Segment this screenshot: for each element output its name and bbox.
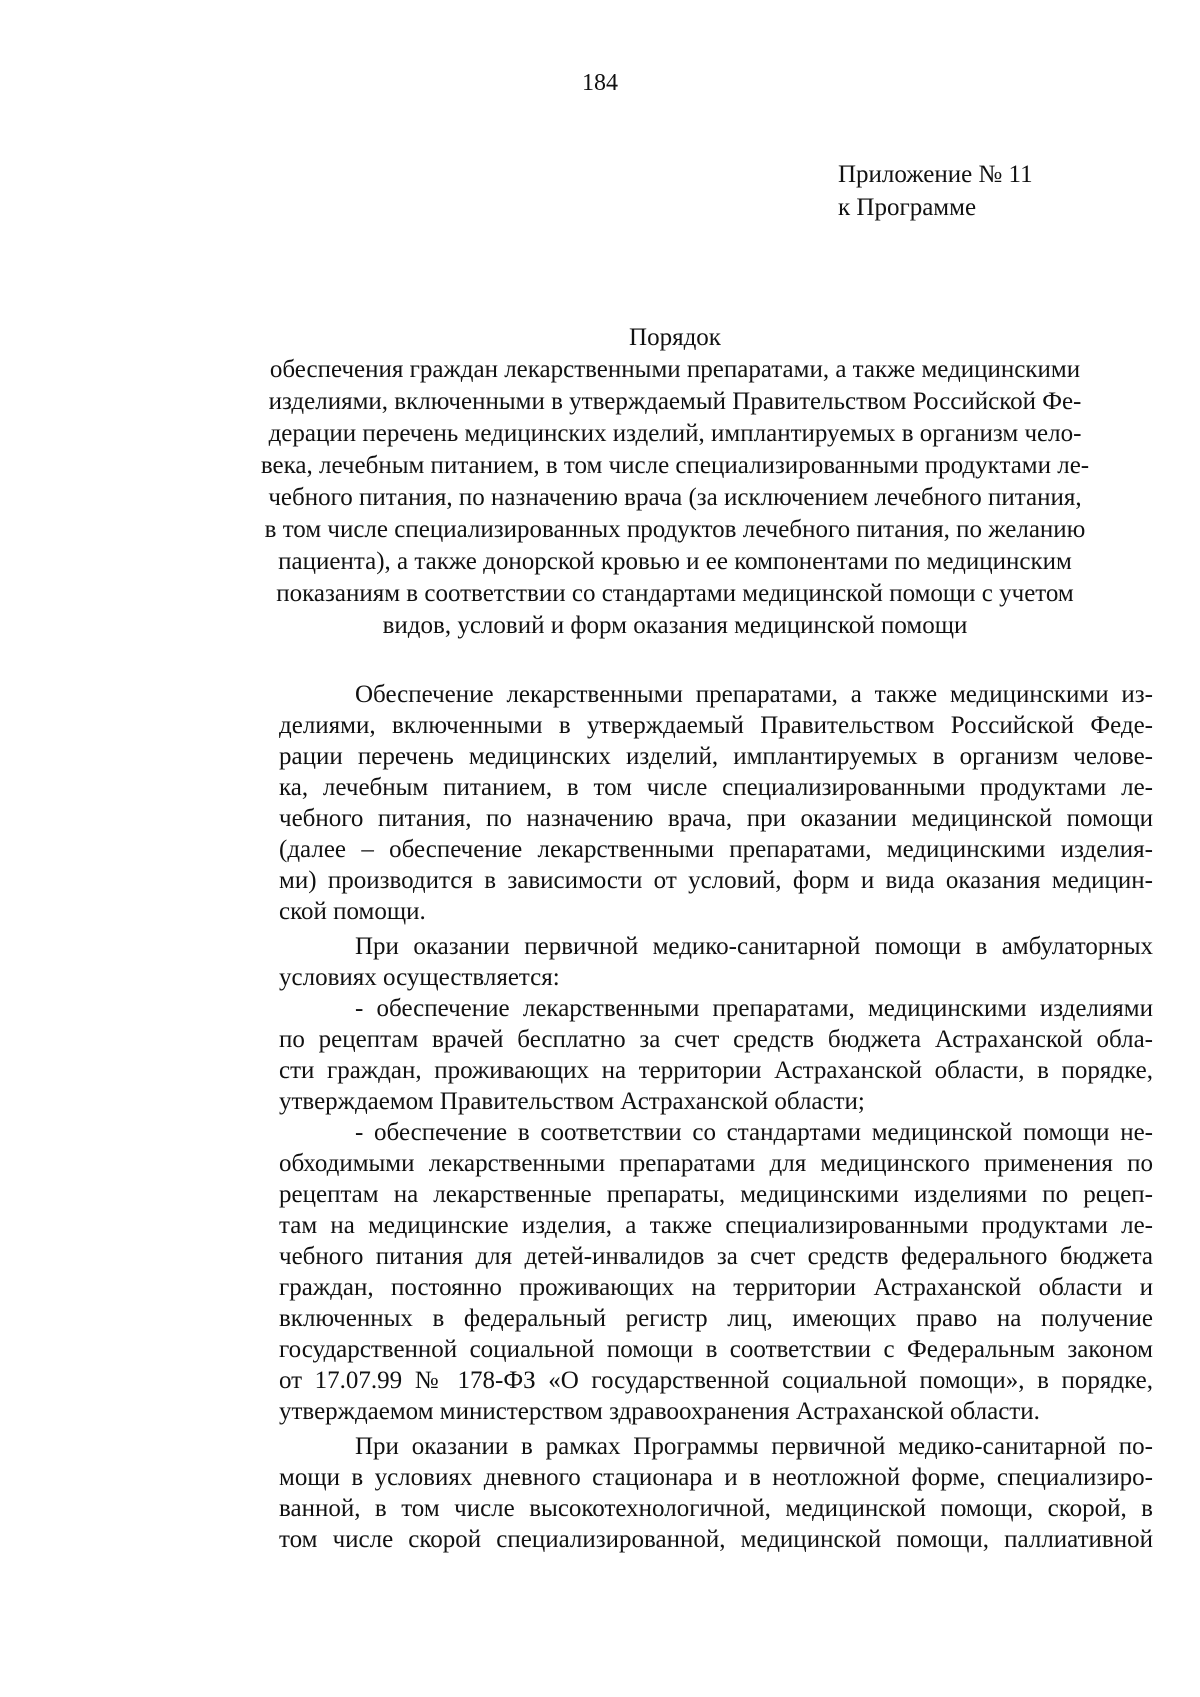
text-line: граждан, постоянно проживающих на территории Астраханской области и — [279, 1274, 1153, 1301]
text-line: ванной, в том числе высокотехнологичной, медицинской помощи, скорой, в — [279, 1495, 1153, 1522]
title-line: дерации перечень медицинских изделий, имплантируемых в организм чело- — [268, 420, 1082, 447]
title-line: в том числе специализированных продуктов лечебного питания, по желанию — [264, 516, 1086, 543]
text-line: - обеспечение лекарственными препаратами, медицинскими изделиями — [355, 995, 1153, 1022]
text-line: чебного питания, по назначению врача, при оказании медицинской помощи — [279, 805, 1153, 832]
text-line: При оказании первичной медико-санитарной помощи в амбулаторных — [355, 933, 1153, 960]
page-number: 184 — [582, 70, 618, 96]
title-line: чебного питания, по назначению врача (за исключением лечебного питания, — [268, 484, 1082, 511]
appendix-number: Приложение № 11 — [838, 161, 1033, 188]
text-line: ка, лечебным питанием, в том числе специализированными продуктами ле- — [279, 774, 1153, 801]
text-line: утверждаемом Правительством Астраханской области; — [279, 1088, 865, 1115]
text-line: мощи в условиях дневного стационара и в неотложной форме, специализиро- — [279, 1464, 1153, 1491]
text-line: рации перечень медицинских изделий, имплантируемых в организм челове- — [279, 743, 1153, 770]
text-line: Обеспечение лекарственными препаратами, а также медицинскими из- — [355, 681, 1153, 708]
text-line: ми) производится в зависимости от условий, форм и вида оказания медицин- — [279, 867, 1153, 894]
text-line: государственной социальной помощи в соответствии с Федеральным законом — [279, 1336, 1153, 1363]
paragraph-outpatient — [203, 931, 1153, 993]
title-line: показаниям в соответствии со стандартами медицинской помощи с учетом — [276, 580, 1074, 607]
text-line: по рецептам врачей бесплатно за счет средств бюджета Астраханской обла- — [279, 1026, 1153, 1053]
text-line: утверждаемом министерством здравоохранения Астраханской области. — [279, 1398, 1040, 1425]
text-line: При оказании в рамках Программы первичной медико-санитарной по- — [355, 1433, 1153, 1460]
text-line: (далее – обеспечение лекарственными препаратами, медицинскими изделия- — [279, 836, 1153, 863]
text-line: включенных в федеральный регистр лиц, имеющих право на получение — [279, 1305, 1153, 1332]
appendix-reference — [838, 158, 1033, 224]
text-line: рецептам на лекарственные препараты, медицинскими изделиями по рецеп- — [279, 1181, 1153, 1208]
text-line: там на медицинские изделия, а также специализированными продуктами ле- — [279, 1212, 1153, 1239]
title-subtitle — [195, 354, 1155, 642]
title-line: видов, условий и форм оказания медицинской помощи — [382, 612, 968, 639]
text-line: условиях осуществляется: — [279, 964, 560, 991]
text-line: обходимыми лекарственными препаратами для медицинского применения по — [279, 1150, 1153, 1177]
text-line: том числе скорой специализированной, медицинской помощи, паллиативной — [279, 1526, 1153, 1553]
title-line: века, лечебным питанием, в том числе специализированными продуктами ле- — [260, 452, 1090, 479]
title-line: изделиями, включенными в утверждаемый Правительством Российской Фе- — [268, 388, 1082, 415]
title-line: пациента), а также донорской кровью и ее компонентами по медицинским — [278, 548, 1072, 575]
appendix-program: к Программе — [838, 194, 977, 221]
text-line: делиями, включенными в утверждаемый Правительством Российской Феде- — [279, 712, 1153, 739]
document-body — [203, 679, 1153, 1555]
text-line: - обеспечение в соответствии со стандартами медицинской помощи не- — [355, 1119, 1153, 1146]
document-title — [195, 322, 1155, 642]
paragraph-provision — [203, 679, 1153, 927]
title-line: обеспечения граждан лекарственными препаратами, а также медицинскими — [269, 356, 1081, 383]
text-line: чебного питания для детей-инвалидов за счет средств федерального бюджета — [279, 1243, 1153, 1270]
paragraph-regional-budget — [203, 993, 1153, 1117]
title-heading: Порядок — [629, 324, 721, 351]
text-line: ской помощи. — [279, 898, 426, 925]
paragraph-federal-budget — [203, 1117, 1153, 1427]
text-line: от 17.07.99 № 178-ФЗ «О государственной социальной помощи», в порядке, — [279, 1367, 1153, 1394]
text-line: сти граждан, проживающих на территории Астраханской области, в порядке, — [279, 1057, 1153, 1084]
paragraph-inpatient — [203, 1431, 1153, 1555]
